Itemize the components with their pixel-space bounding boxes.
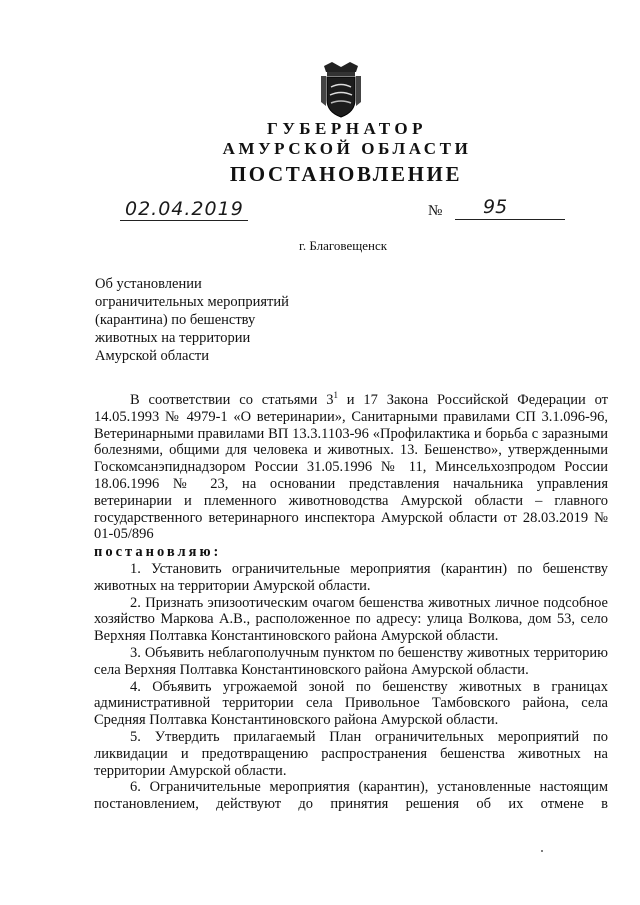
decree-item-6: 6. Ограничительные мероприятия (карантин), установленные настоящим постановлением, действуют до принятия решения об их отмене в xyxy=(94,779,608,813)
document-type-heading: ПОСТАНОВЛЕНИЕ xyxy=(229,162,463,186)
date-underline xyxy=(120,220,248,221)
decree-number: 95 xyxy=(483,196,508,218)
decree-item-2: 2. Признать эпизоотическим очагом бешенства животных личное подсобное хозяйство Маркова А.В., расположенное по адресу: улица Волкова, дом 53, село Верхняя Полтавка Константиновского района Амурской области. xyxy=(94,594,608,645)
decree-item-3: 3. Объявить неблагополучным пунктом по бешенству животных территорию села Верхняя Полтавка Константиновского района Амурской области. xyxy=(94,644,608,678)
subject-line: Об установлении xyxy=(95,276,202,292)
number-label: № xyxy=(428,203,443,219)
region-heading: АМУРСКОЙ ОБЛАСТИ xyxy=(222,139,472,158)
decree-body xyxy=(94,392,608,813)
city-name: г. Благовещенск xyxy=(298,238,388,253)
decree-date: 02.04.2019 xyxy=(125,198,244,220)
decree-item-5: 5. Утвердить прилагаемый План ограничительных мероприятий по ликвидации и предотвращению распространения бешенства животных на территории Амурской области. xyxy=(94,728,608,779)
governor-heading: ГУБЕРНАТОР xyxy=(267,119,427,138)
decree-subject xyxy=(95,275,289,365)
subject-line: ограничительных мероприятий xyxy=(95,294,289,310)
preamble-first-line: В соответствии со статьями $3^1$ и 17 Закона Российской Федерации от xyxy=(130,390,609,408)
coat-of-arms-icon xyxy=(318,62,364,118)
preamble-text: 14.05.1993 № 4979-1 «О ветеринарии», Санитарными правилами СП 3.1.096-96, Ветеринарными правилами ВП 13.3.1103-96 «Профилактика и борьба с заразными болезнями, общими для человека и животных. 13. Бешенство», утвержденными Госкомсанэпиднадзором России 31.05.1996 № 11, Минсельхозпродом России 18.06.1996 № 23, на основании представления начальника управления ветеринарии и племенного животноводства Амурской области – главного государственного ветеринарного инспектора Амурской области от 28.03.2019 № 01-05/896 xyxy=(94,408,608,543)
resolve-word: постановляю: xyxy=(94,544,222,561)
subject-line: (карантина) по бешенству xyxy=(95,312,256,328)
subject-line: Амурской области xyxy=(95,348,209,364)
subject-line: животных на территории xyxy=(95,330,251,346)
decree-item-4: 4. Объявить угрожаемой зоной по бешенству животных в границах административной территории села Привольное Тамбовского района, села Средняя Полтавка Константиновского района Амурской области. xyxy=(94,678,608,729)
scan-speck xyxy=(541,850,543,852)
number-underline xyxy=(455,219,565,220)
decree-item-1: 1. Установить ограничительные мероприятия (карантин) по бешенству животных на территории Амурской области. xyxy=(94,560,608,594)
